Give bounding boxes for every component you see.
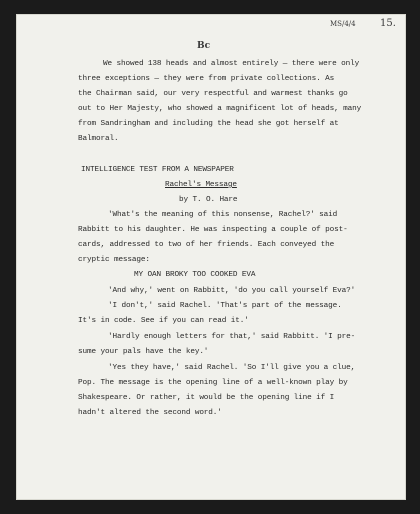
- text-line: 'Hardly enough letters for that,' said Rabbitt. 'I pre-: [108, 333, 356, 341]
- text-line: We showed 138 heads and almost entirely — there were only: [103, 60, 360, 68]
- text-line: from Sandringham and including the head she got herself at: [78, 120, 339, 128]
- article-byline: by T. O. Hare: [179, 196, 238, 204]
- text-line: Rabbitt to his daughter. He was inspecting a couple of post-: [78, 226, 348, 234]
- text-line: Shakespeare. Or rather, it would be the opening line if I: [78, 394, 335, 402]
- text-line: 'What's the meaning of this nonsense, Rachel?' said: [108, 211, 338, 219]
- handwritten-initials: Bc: [197, 41, 211, 51]
- text-line: Pop. The message is the opening line of a well-known play by: [78, 379, 348, 387]
- code-message: MY OAN BROKY TOO COOKED EVA: [134, 271, 256, 279]
- text-line: cryptic message:: [78, 256, 150, 264]
- text-line: 'And why,' went on Rabbitt, 'do you call yourself Eva?': [108, 287, 356, 295]
- text-line: 'I don't,' said Rachel. 'That's part of the message.: [108, 302, 342, 310]
- article-title: Rachel's Message: [165, 181, 237, 189]
- text-line: 'Yes they have,' said Rachel. 'So I'll give you a clue,: [108, 364, 356, 372]
- page-number: 15.: [380, 18, 396, 29]
- text-line: the Chairman said, our very respectful and warmest thanks go: [78, 90, 348, 98]
- document-page: [17, 15, 405, 499]
- text-line: cards, addressed to two of her friends. Each conveyed the: [78, 241, 335, 249]
- text-line: Balmoral.: [78, 135, 119, 143]
- text-line: three exceptions — they were from private collections. As: [78, 75, 335, 83]
- text-line: hadn't altered the second word.': [78, 409, 222, 417]
- text-line: out to Her Majesty, who showed a magnificent lot of heads, many: [78, 105, 362, 113]
- article-heading: INTELLIGENCE TEST FROM A NEWSPAPER: [81, 166, 234, 174]
- text-line: sume your pals have the key.': [78, 348, 209, 356]
- text-line: It's in code. See if you can read it.': [78, 317, 249, 325]
- reference-annotation: MS/4/4: [330, 20, 356, 28]
